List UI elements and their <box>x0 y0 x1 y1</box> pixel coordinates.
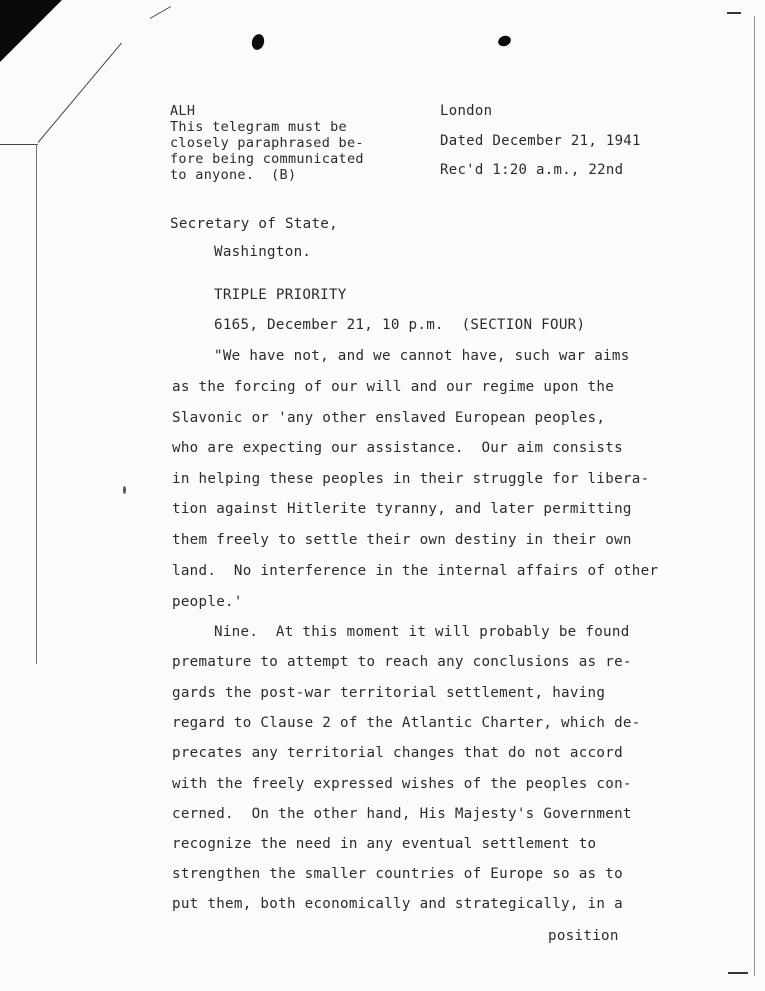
body-line: recognize the need in any eventual settlement to <box>172 836 597 852</box>
body-line: "We have not, and we cannot have, such war aims <box>214 348 630 364</box>
body-line: put them, both economically and strategically, in a <box>172 896 623 912</box>
body-line: regard to Clause 2 of the Atlantic Charter, which de- <box>172 715 641 731</box>
body-line: gards the post-war territorial settlement, having <box>172 685 606 701</box>
date-line: Dated December 21, 1941 <box>440 133 641 149</box>
punch-hole-right <box>497 34 513 48</box>
body-line: as the forcing of our will and our regime upon the <box>172 379 615 395</box>
body-line: premature to attempt to reach any conclusions as re- <box>172 654 632 670</box>
folded-corner <box>0 0 62 62</box>
bottom-right-mark <box>728 972 748 974</box>
stray-mark-left <box>123 486 126 494</box>
body-line: Slavonic or 'any other enslaved European peoples, <box>172 410 606 426</box>
header-right-block <box>440 103 641 178</box>
origin-location: London <box>440 103 493 119</box>
header-left-block <box>170 103 364 183</box>
fold-top-tick <box>150 6 171 19</box>
reference-line: 6165, December 21, 10 p.m. (SECTION FOUR) <box>214 317 586 333</box>
body-line: land. No interference in the internal affairs of other <box>172 563 659 579</box>
body-line: with the freely expressed wishes of the peoples con- <box>172 776 632 792</box>
punch-hole-left <box>250 33 266 52</box>
fold-edge-line <box>0 144 38 145</box>
addressee-city: Washington. <box>214 244 312 260</box>
right-edge-line <box>754 16 755 976</box>
addressee-title: Secretary of State, <box>170 216 338 232</box>
paraphrase-notice-line-1: This telegram must be <box>170 119 347 135</box>
body-line: strengthen the smaller countries of Europe so as to <box>172 866 623 882</box>
initials: ALH <box>170 103 196 119</box>
priority-line: TRIPLE PRIORITY <box>214 287 347 303</box>
received-line: Rec'd 1:20 a.m., 22nd <box>440 162 624 178</box>
paraphrase-notice-line-3: fore being communicated <box>170 151 364 167</box>
body-line: precates any territorial changes that do not accord <box>172 745 623 761</box>
top-right-mark <box>727 12 741 14</box>
left-edge-shadow <box>36 144 37 664</box>
body-line: cerned. On the other hand, His Majesty's Government <box>172 806 632 822</box>
body-line: people.' <box>172 594 243 610</box>
paraphrase-notice-line-2: closely paraphrased be- <box>170 135 364 151</box>
continuation-word: position <box>548 928 619 944</box>
body-line: tion against Hitlerite tyranny, and later permitting <box>172 501 632 517</box>
body-line: Nine. At this moment it will probably be found <box>214 624 630 640</box>
body-line: in helping these peoples in their struggle for libera- <box>172 471 650 487</box>
body-line: who are expecting our assistance. Our aim consists <box>172 440 623 456</box>
paraphrase-notice-line-4: to anyone. (B) <box>170 167 297 183</box>
body-line: them freely to settle their own destiny in their own <box>172 532 632 548</box>
